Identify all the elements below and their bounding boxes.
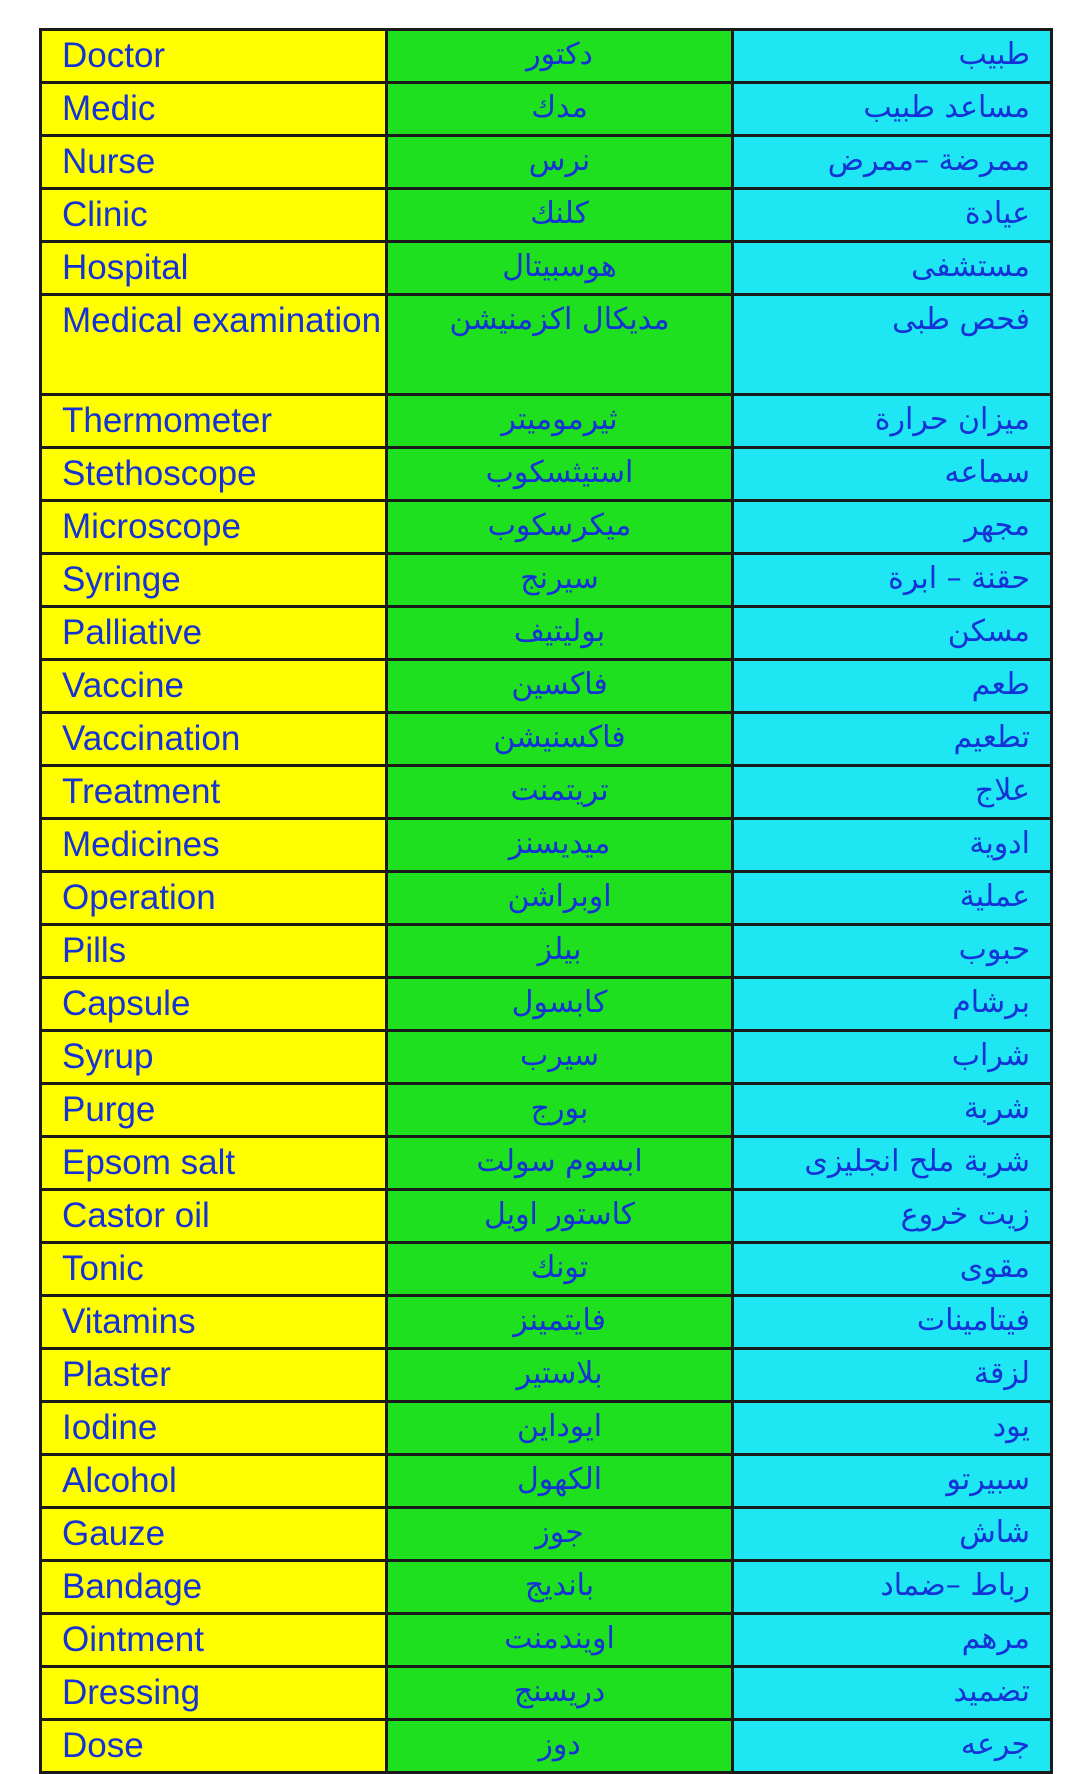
table-row <box>41 819 1052 872</box>
table-row <box>41 501 1052 554</box>
pronunciation: بورج <box>530 1091 589 1126</box>
table-row <box>41 295 1052 395</box>
english-term: Medicines <box>62 825 220 864</box>
pronunciation-cell <box>387 766 733 819</box>
arabic-meaning: حقنة – ابرة <box>888 561 1030 596</box>
pronunciation: اوبراشن <box>507 879 612 914</box>
english-term: Bandage <box>62 1567 203 1606</box>
arabic-meaning: لزقة <box>973 1356 1030 1391</box>
english-term-cell <box>41 1031 387 1084</box>
pronunciation: كابسول <box>511 985 608 1020</box>
english-term-cell <box>41 713 387 766</box>
pronunciation-cell <box>387 978 733 1031</box>
english-term: Syrup <box>62 1037 154 1076</box>
english-term: Nurse <box>62 142 156 181</box>
pronunciation-cell <box>387 1084 733 1137</box>
arabic-meaning-cell <box>733 83 1052 136</box>
table-row <box>41 1296 1052 1349</box>
pronunciation: فايتمينز <box>513 1303 606 1338</box>
arabic-meaning-cell <box>733 295 1052 395</box>
arabic-meaning: ميزان حرارة <box>874 402 1030 437</box>
arabic-meaning: علاج <box>974 773 1030 808</box>
pronunciation: فاكسين <box>511 667 608 702</box>
table-row <box>41 1084 1052 1137</box>
table-row <box>41 1667 1052 1720</box>
pronunciation: دكتور <box>526 37 593 72</box>
pronunciation-cell <box>387 1667 733 1720</box>
arabic-meaning-cell <box>733 1296 1052 1349</box>
english-term-cell <box>41 1243 387 1296</box>
arabic-meaning: عيادة <box>964 196 1030 231</box>
pronunciation: بيلز <box>537 932 582 967</box>
arabic-meaning-cell <box>733 660 1052 713</box>
arabic-meaning-cell <box>733 978 1052 1031</box>
arabic-meaning-cell <box>733 1084 1052 1137</box>
arabic-meaning: مسكن <box>947 614 1030 649</box>
pronunciation-cell <box>387 501 733 554</box>
table-row <box>41 83 1052 136</box>
arabic-meaning-cell <box>733 1243 1052 1296</box>
pronunciation-cell <box>387 1190 733 1243</box>
vocabulary-table-body <box>41 30 1052 1773</box>
table-row <box>41 1455 1052 1508</box>
english-term: Tonic <box>62 1249 144 1288</box>
pronunciation: مدك <box>531 90 588 125</box>
table-row <box>41 607 1052 660</box>
arabic-meaning-cell <box>733 925 1052 978</box>
pronunciation-cell <box>387 925 733 978</box>
pronunciation: الكهول <box>516 1462 603 1497</box>
english-term-cell <box>41 872 387 925</box>
pronunciation-cell <box>387 1296 733 1349</box>
arabic-meaning-cell <box>733 1614 1052 1667</box>
pronunciation-cell <box>387 554 733 607</box>
pronunciation: دوز <box>538 1727 581 1762</box>
arabic-meaning-cell <box>733 1190 1052 1243</box>
arabic-meaning-cell <box>733 448 1052 501</box>
arabic-meaning: ادوية <box>969 826 1030 861</box>
pronunciation-cell <box>387 1402 733 1455</box>
arabic-meaning: مجهر <box>964 508 1030 543</box>
arabic-meaning: مستشفى <box>911 249 1030 284</box>
arabic-meaning: تضميد <box>953 1674 1030 1709</box>
english-term-cell <box>41 607 387 660</box>
table-row <box>41 554 1052 607</box>
pronunciation: ميديسنز <box>508 826 611 861</box>
pronunciation: مديكال اكزمنيشن <box>449 302 670 337</box>
arabic-meaning: شربة <box>963 1091 1030 1126</box>
pronunciation: تريتمنت <box>510 773 609 808</box>
pronunciation: كاستور اويل <box>484 1197 636 1232</box>
pronunciation-cell <box>387 295 733 395</box>
english-term: Pills <box>62 931 127 970</box>
english-term-cell <box>41 554 387 607</box>
pronunciation: ابسوم سولت <box>476 1144 643 1179</box>
pronunciation: دريسنج <box>513 1674 606 1709</box>
english-term: Palliative <box>62 613 203 652</box>
table-row <box>41 978 1052 1031</box>
english-term: Capsule <box>62 984 191 1023</box>
arabic-meaning: حبوب <box>958 932 1030 967</box>
table-row <box>41 660 1052 713</box>
english-term-cell <box>41 978 387 1031</box>
english-term-cell <box>41 242 387 295</box>
arabic-meaning: طعم <box>971 667 1030 702</box>
english-term-cell <box>41 1296 387 1349</box>
arabic-meaning-cell <box>733 242 1052 295</box>
pronunciation-cell <box>387 448 733 501</box>
english-term-cell <box>41 395 387 448</box>
arabic-meaning-cell <box>733 1349 1052 1402</box>
pronunciation-cell <box>387 713 733 766</box>
pronunciation-cell <box>387 30 733 83</box>
pronunciation-cell <box>387 1561 733 1614</box>
english-term: Vitamins <box>62 1302 196 1341</box>
pronunciation: باندیج <box>524 1568 595 1603</box>
english-term: Microscope <box>62 507 241 546</box>
english-term: Operation <box>62 878 216 917</box>
table-row <box>41 30 1052 83</box>
pronunciation-cell <box>387 872 733 925</box>
pronunciation-cell <box>387 1508 733 1561</box>
english-term: Alcohol <box>62 1461 177 1500</box>
arabic-meaning-cell <box>733 1402 1052 1455</box>
pronunciation: جوز <box>535 1515 584 1550</box>
english-term: Thermometer <box>62 401 273 440</box>
table-row <box>41 766 1052 819</box>
arabic-meaning: فحص طبى <box>892 302 1030 337</box>
english-term: Syringe <box>62 560 181 599</box>
arabic-meaning-cell <box>733 554 1052 607</box>
english-term: Ointment <box>62 1620 204 1659</box>
table-row <box>41 1614 1052 1667</box>
arabic-meaning: برشام <box>952 985 1030 1020</box>
arabic-meaning: شراب <box>951 1038 1030 1073</box>
table-row <box>41 1349 1052 1402</box>
arabic-meaning-cell <box>733 189 1052 242</box>
english-term-cell <box>41 1190 387 1243</box>
arabic-meaning: شاش <box>959 1515 1030 1550</box>
english-term: Gauze <box>62 1514 166 1553</box>
pronunciation-cell <box>387 1720 733 1773</box>
english-term-cell <box>41 189 387 242</box>
pronunciation: استيثسكوب <box>485 455 634 490</box>
arabic-meaning: تطعيم <box>953 720 1030 755</box>
arabic-meaning-cell <box>733 136 1052 189</box>
arabic-meaning-cell <box>733 30 1052 83</box>
table-row <box>41 1508 1052 1561</box>
english-term: Medical examination <box>62 301 382 340</box>
pronunciation: فاكسنيشن <box>493 720 626 755</box>
arabic-meaning: شربة ملح انجليزى <box>804 1144 1030 1179</box>
table-row <box>41 1243 1052 1296</box>
pronunciation: ميكرسكوب <box>487 508 632 543</box>
pronunciation-cell <box>387 1243 733 1296</box>
english-term: Vaccine <box>62 666 184 705</box>
english-term: Treatment <box>62 772 221 811</box>
table-row <box>41 872 1052 925</box>
english-term: Vaccination <box>62 719 241 758</box>
table-row <box>41 713 1052 766</box>
arabic-meaning-cell <box>733 1720 1052 1773</box>
pronunciation-cell <box>387 395 733 448</box>
pronunciation-cell <box>387 83 733 136</box>
pronunciation-cell <box>387 1349 733 1402</box>
arabic-meaning-cell <box>733 607 1052 660</box>
english-term-cell <box>41 660 387 713</box>
arabic-meaning: سماعه <box>944 455 1030 490</box>
english-term-cell <box>41 1614 387 1667</box>
table-row <box>41 1561 1052 1614</box>
arabic-meaning: مقوى <box>959 1250 1030 1285</box>
english-term-cell <box>41 295 387 395</box>
arabic-meaning: مرهم <box>961 1621 1030 1656</box>
english-term: Medic <box>62 89 156 128</box>
table-row <box>41 242 1052 295</box>
pronunciation-cell <box>387 660 733 713</box>
pronunciation: ثيرموميتر <box>501 402 618 437</box>
arabic-meaning-cell <box>733 766 1052 819</box>
arabic-meaning-cell <box>733 819 1052 872</box>
pronunciation: بلاستير <box>516 1356 603 1391</box>
pronunciation: هوسبيتال <box>502 249 617 284</box>
english-term: Dressing <box>62 1673 201 1712</box>
arabic-meaning: سبيرتو <box>946 1462 1030 1497</box>
pronunciation-cell <box>387 607 733 660</box>
english-term-cell <box>41 83 387 136</box>
english-term: Stethoscope <box>62 454 257 493</box>
english-term-cell <box>41 766 387 819</box>
table-row <box>41 448 1052 501</box>
english-term-cell <box>41 819 387 872</box>
table-row <box>41 1402 1052 1455</box>
arabic-meaning: جرعه <box>960 1727 1030 1762</box>
english-term: Castor oil <box>62 1196 210 1235</box>
table-row <box>41 136 1052 189</box>
table-row <box>41 189 1052 242</box>
pronunciation-cell <box>387 189 733 242</box>
arabic-meaning: فيتامينات <box>916 1303 1030 1338</box>
table-row <box>41 1190 1052 1243</box>
arabic-meaning-cell <box>733 1508 1052 1561</box>
english-term-cell <box>41 925 387 978</box>
english-term: Doctor <box>62 36 166 75</box>
arabic-meaning: رباط –ضماد <box>880 1568 1030 1603</box>
pronunciation-cell <box>387 1031 733 1084</box>
pronunciation: نرس <box>528 143 591 178</box>
pronunciation-cell <box>387 242 733 295</box>
pronunciation: تونك <box>530 1250 589 1285</box>
arabic-meaning: زيت خروع <box>900 1197 1030 1232</box>
arabic-meaning-cell <box>733 1667 1052 1720</box>
arabic-meaning: عملية <box>959 879 1030 914</box>
english-term-cell <box>41 1084 387 1137</box>
arabic-meaning-cell <box>733 1031 1052 1084</box>
arabic-meaning-cell <box>733 1137 1052 1190</box>
english-term: Dose <box>62 1726 144 1765</box>
english-term: Iodine <box>62 1408 158 1447</box>
table-row <box>41 1031 1052 1084</box>
table-row <box>41 1720 1052 1773</box>
pronunciation: سيرب <box>520 1038 600 1073</box>
arabic-meaning: طبيب <box>958 37 1030 72</box>
english-term-cell <box>41 1349 387 1402</box>
english-term: Epsom salt <box>62 1143 236 1182</box>
table-row <box>41 395 1052 448</box>
english-term-cell <box>41 1561 387 1614</box>
english-term: Clinic <box>62 195 148 234</box>
arabic-meaning-cell <box>733 872 1052 925</box>
english-term-cell <box>41 1402 387 1455</box>
arabic-meaning: ممرضة –ممرض <box>827 143 1030 178</box>
english-term-cell <box>41 501 387 554</box>
english-term-cell <box>41 1137 387 1190</box>
table-row <box>41 925 1052 978</box>
pronunciation: كلنك <box>530 196 589 231</box>
pronunciation-cell <box>387 1137 733 1190</box>
arabic-meaning-cell <box>733 395 1052 448</box>
arabic-meaning-cell <box>733 1455 1052 1508</box>
pronunciation: بوليتيف <box>513 614 606 649</box>
english-term-cell <box>41 1720 387 1773</box>
arabic-meaning: يود <box>992 1409 1030 1444</box>
english-term-cell <box>41 1455 387 1508</box>
english-term-cell <box>41 136 387 189</box>
arabic-meaning-cell <box>733 501 1052 554</box>
english-term-cell <box>41 1508 387 1561</box>
english-term-cell <box>41 1667 387 1720</box>
pronunciation-cell <box>387 136 733 189</box>
pronunciation-cell <box>387 1614 733 1667</box>
arabic-meaning: مساعد طبيب <box>863 90 1030 125</box>
arabic-meaning-cell <box>733 713 1052 766</box>
pronunciation-cell <box>387 1455 733 1508</box>
english-term-cell <box>41 30 387 83</box>
table-row <box>41 1137 1052 1190</box>
english-term: Purge <box>62 1090 156 1129</box>
pronunciation-cell <box>387 819 733 872</box>
pronunciation: سيرنج <box>520 561 599 596</box>
pronunciation: ايوداين <box>516 1409 603 1444</box>
vocabulary-table <box>39 28 1053 1774</box>
pronunciation: اويندمنت <box>504 1621 615 1656</box>
english-term: Plaster <box>62 1355 171 1394</box>
arabic-meaning-cell <box>733 1561 1052 1614</box>
english-term: Hospital <box>62 248 189 287</box>
english-term-cell <box>41 448 387 501</box>
